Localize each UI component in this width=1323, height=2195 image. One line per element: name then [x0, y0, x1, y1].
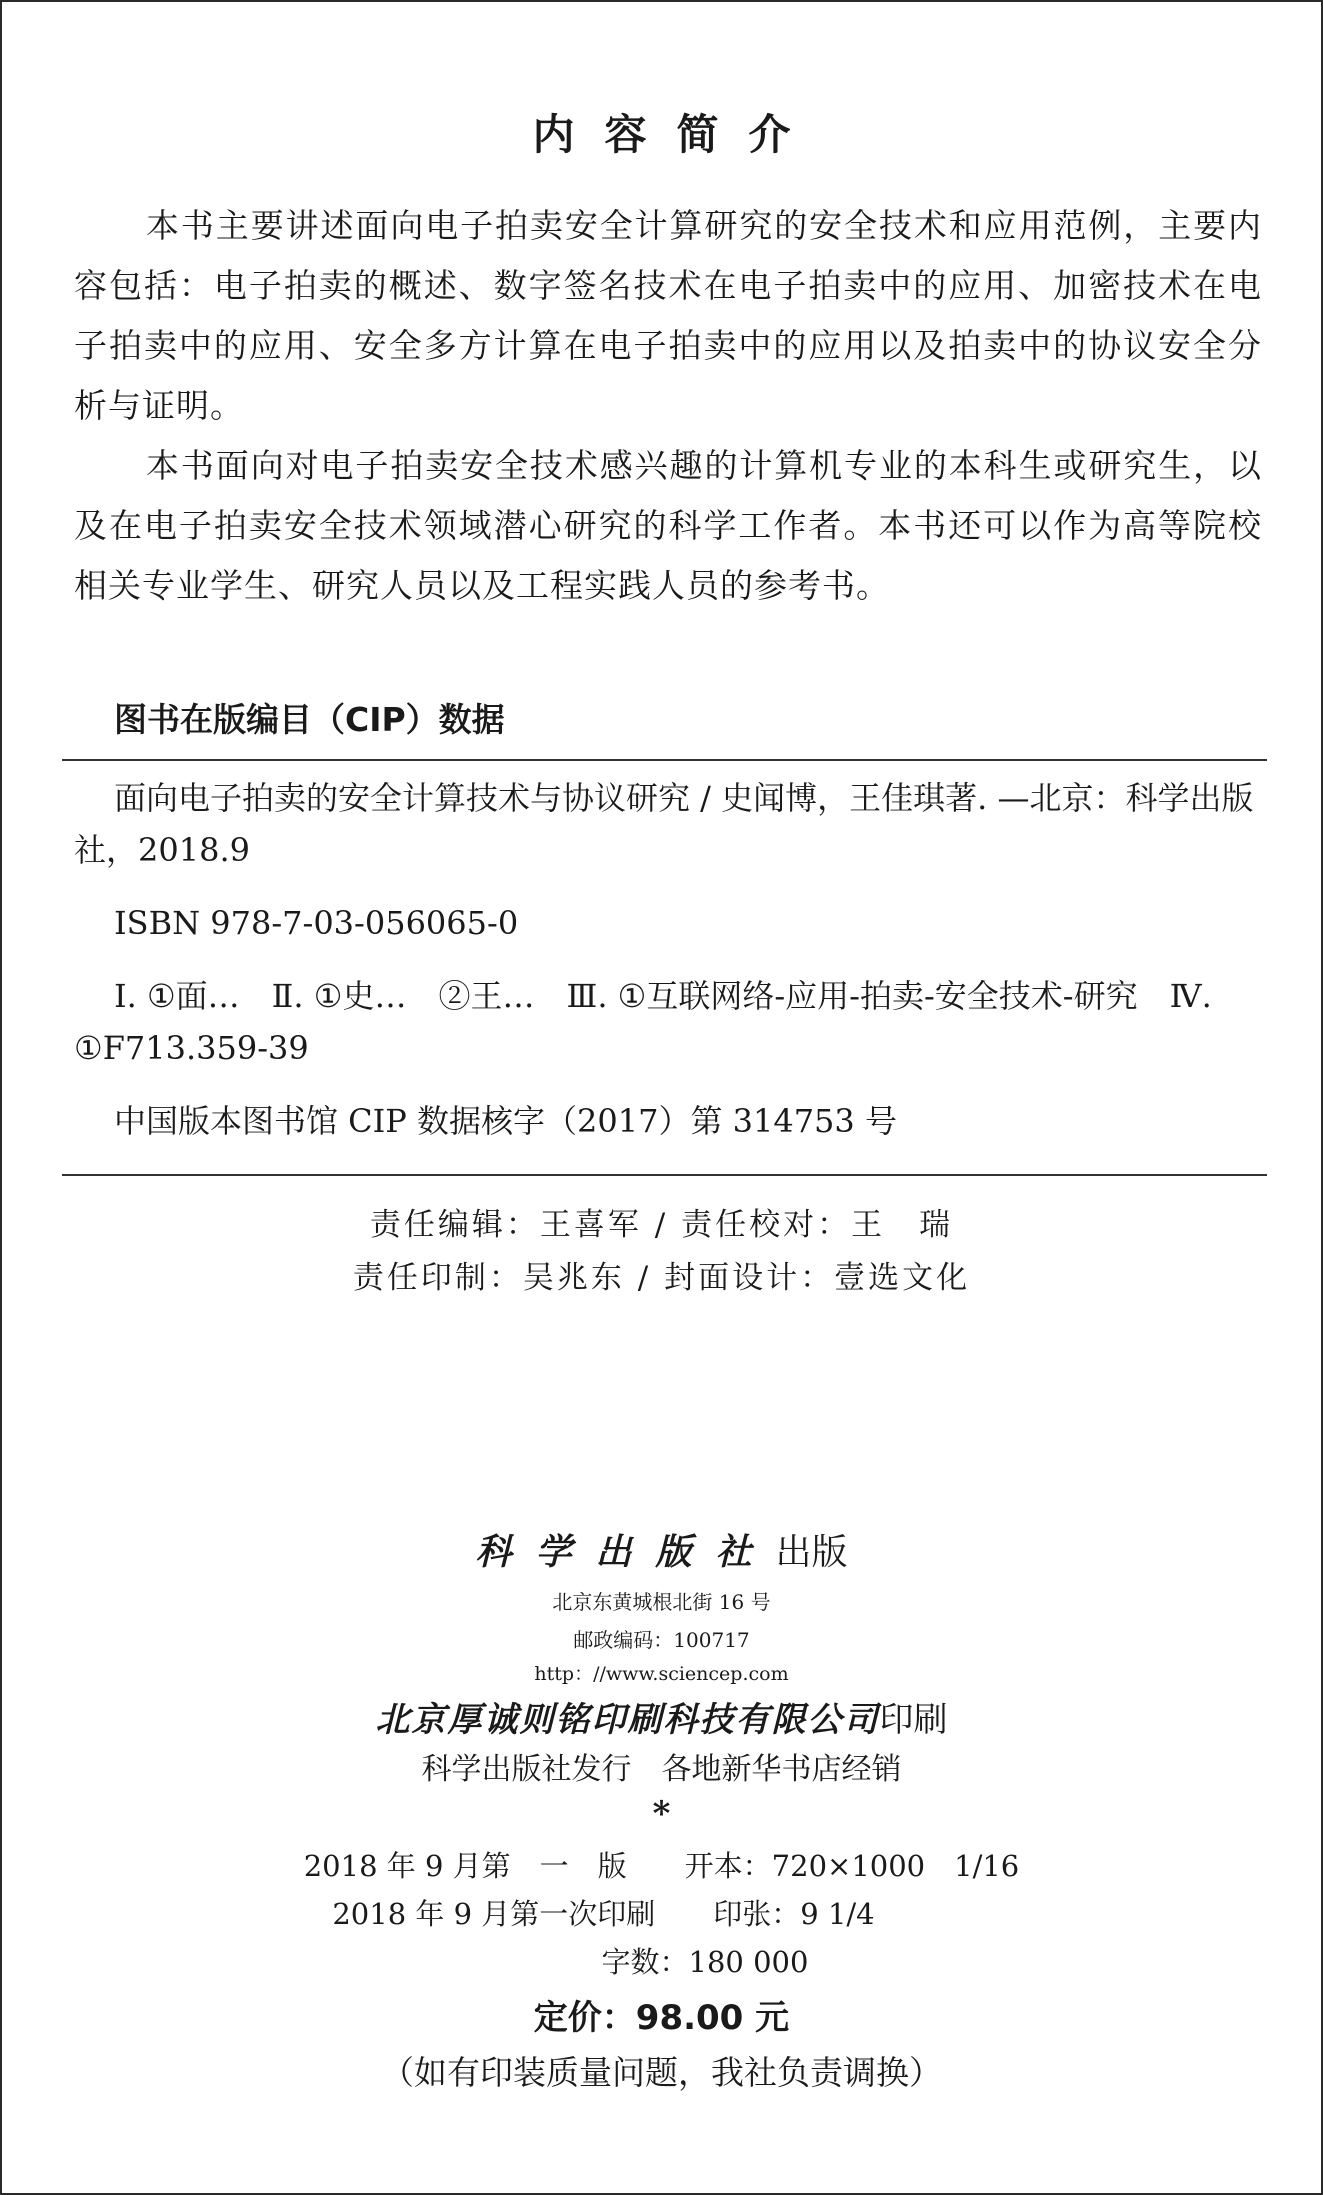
printing-row	[2, 1890, 1321, 1938]
cip-bottom-divider	[62, 1174, 1267, 1176]
cip-heading: 图书在版编目（CIP）数据	[114, 700, 505, 739]
printer-line	[2, 1692, 1321, 1741]
sheets-text: 印张：9 1/4	[713, 1897, 875, 1931]
printer-suffix: 印刷	[879, 1700, 948, 1740]
staff-editors: 责任编辑：王喜军 / 责任校对：王 瑞	[369, 1207, 954, 1243]
cip-library-record: 中国版本图书馆 CIP 数据核字（2017）第 314753 号	[114, 1102, 897, 1140]
word-count-text: 字数：180 000	[601, 1945, 809, 1979]
intro-section	[74, 196, 1262, 616]
cip-classification: Ⅰ. ①面… Ⅱ. ①史… ②王… Ⅲ. ①互联网络-应用-拍卖-安全技术-研究 Ⅳ. ①F713.359-39	[74, 977, 1212, 1067]
distribution-line: 科学出版社发行 各地新华书店经销	[421, 1752, 902, 1787]
printing-text: 2018 年 9 月第一次印刷	[332, 1897, 656, 1931]
quality-notice: （如有印装质量问题，我社负责调换）	[381, 2053, 942, 2092]
printer-name: 北京厚诚则铭印刷科技有限公司	[375, 1700, 880, 1740]
page-title: 内容简介	[532, 110, 821, 159]
cip-data-block	[74, 772, 1262, 1147]
staff-production: 责任印制：吴兆东 / 封面设计：壹选文化	[352, 1260, 971, 1296]
publisher-postcode: 邮政编码：100717	[573, 1628, 750, 1652]
publisher-address: 北京东黄城根北街 16 号	[552, 1590, 771, 1614]
intro-paragraph-2: 本书面向对电子拍卖安全技术感兴趣的计算机专业的本科生或研究生，以及在电子拍卖安全技术领域潜心研究的科学工作者。本书还可以作为高等院校相关专业学生、研究人员以及工程实践人员的参考书。	[74, 446, 1262, 605]
price-label: 定价：98.00 元	[533, 1998, 790, 2038]
intro-paragraph-1: 本书主要讲述面向电子拍卖安全计算研究的安全技术和应用范例，主要内容包括：电子拍卖的概述、数字签名技术在电子拍卖中的应用、加密技术在电子拍卖中的应用、安全多方计算在电子拍卖中的应用以及拍卖中的协议安全分析与证明。	[74, 206, 1262, 425]
publication-info	[2, 1842, 1321, 1986]
word-count-row	[2, 1938, 1321, 1986]
cip-top-divider	[62, 759, 1267, 761]
cip-entry: 面向电子拍卖的安全计算技术与协议研究 / 史闻博，王佳琪著. —北京：科学出版社，2018.9	[74, 779, 1254, 869]
edition-text: 2018 年 9 月第 一 版	[303, 1849, 627, 1883]
edition-row	[2, 1842, 1321, 1890]
publisher-suffix: 出版	[775, 1532, 848, 1573]
separator-asterisk: *	[652, 1794, 671, 1834]
publisher-line	[2, 1524, 1321, 1575]
cip-isbn: ISBN 978-7-03-056065-0	[114, 904, 519, 942]
format-text: 开本：720×1000 1/16	[684, 1849, 1020, 1883]
publisher-name: 科学出版社	[475, 1531, 776, 1573]
publisher-website: http：//www.sciencep.com	[534, 1663, 789, 1685]
